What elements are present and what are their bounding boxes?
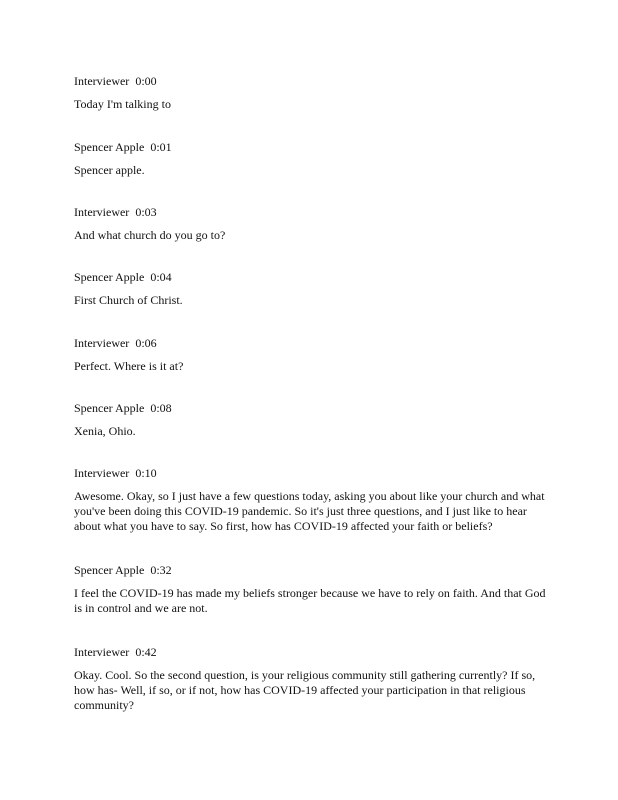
timestamp: 0:01 <box>150 140 172 154</box>
speech-text: Okay. Cool. So the second question, is your religious community still gathering currently? If so, how has- Well, if so, or if not, how has COVID-19 affected your participation in that religious community? <box>74 668 536 712</box>
speaker-name: Spencer Apple <box>74 401 145 415</box>
speaker-line <box>74 74 549 89</box>
speaker-line <box>74 205 549 220</box>
transcript-entry <box>74 466 549 534</box>
transcript-entry <box>74 336 549 374</box>
speaker-line <box>74 140 549 155</box>
speaker-line <box>74 270 549 285</box>
transcript-entry <box>74 563 549 616</box>
timestamp: 0:32 <box>150 563 172 577</box>
timestamp: 0:06 <box>135 336 157 350</box>
timestamp: 0:03 <box>135 205 157 219</box>
speaker-line <box>74 401 549 416</box>
speaker-name: Spencer Apple <box>74 140 145 154</box>
transcript-entry <box>74 205 549 243</box>
transcript-entry <box>74 401 549 439</box>
speech-text: Perfect. Where is it at? <box>74 359 184 373</box>
speaker-line <box>74 563 549 578</box>
speaker-name: Spencer Apple <box>74 563 145 577</box>
speaker-line <box>74 645 549 660</box>
timestamp: 0:00 <box>135 74 157 88</box>
speech-text: First Church of Christ. <box>74 293 183 307</box>
speaker-name: Interviewer <box>74 74 130 88</box>
speech-text: Spencer apple. <box>74 163 145 177</box>
speaker-name: Interviewer <box>74 336 130 350</box>
speech-text: Xenia, Ohio. <box>74 424 136 438</box>
timestamp: 0:10 <box>135 466 157 480</box>
speech-text: Awesome. Okay, so I just have a few questions today, asking you about like your church and what you've been doing this COVID-19 pandemic. So it's just three questions, and I just like to hear about what you have to say. So first, how has COVID-19 affected your faith or beliefs? <box>74 489 545 533</box>
transcript-entry <box>74 645 549 713</box>
speaker-name: Interviewer <box>74 645 130 659</box>
speaker-line <box>74 336 549 351</box>
speaker-name: Interviewer <box>74 205 130 219</box>
timestamp: 0:08 <box>150 401 172 415</box>
timestamp: 0:04 <box>150 270 172 284</box>
timestamp: 0:42 <box>135 645 157 659</box>
transcript-entry <box>74 270 549 308</box>
speaker-name: Spencer Apple <box>74 270 145 284</box>
speech-text: And what church do you go to? <box>74 228 226 242</box>
transcript-entry <box>74 140 549 178</box>
speech-text: Today I'm talking to <box>74 97 171 111</box>
transcript-entry <box>74 74 549 112</box>
speech-text: I feel the COVID-19 has made my beliefs stronger because we have to rely on faith. And that God is in control and we are not. <box>74 586 546 615</box>
speaker-name: Interviewer <box>74 466 130 480</box>
speaker-line <box>74 466 549 481</box>
